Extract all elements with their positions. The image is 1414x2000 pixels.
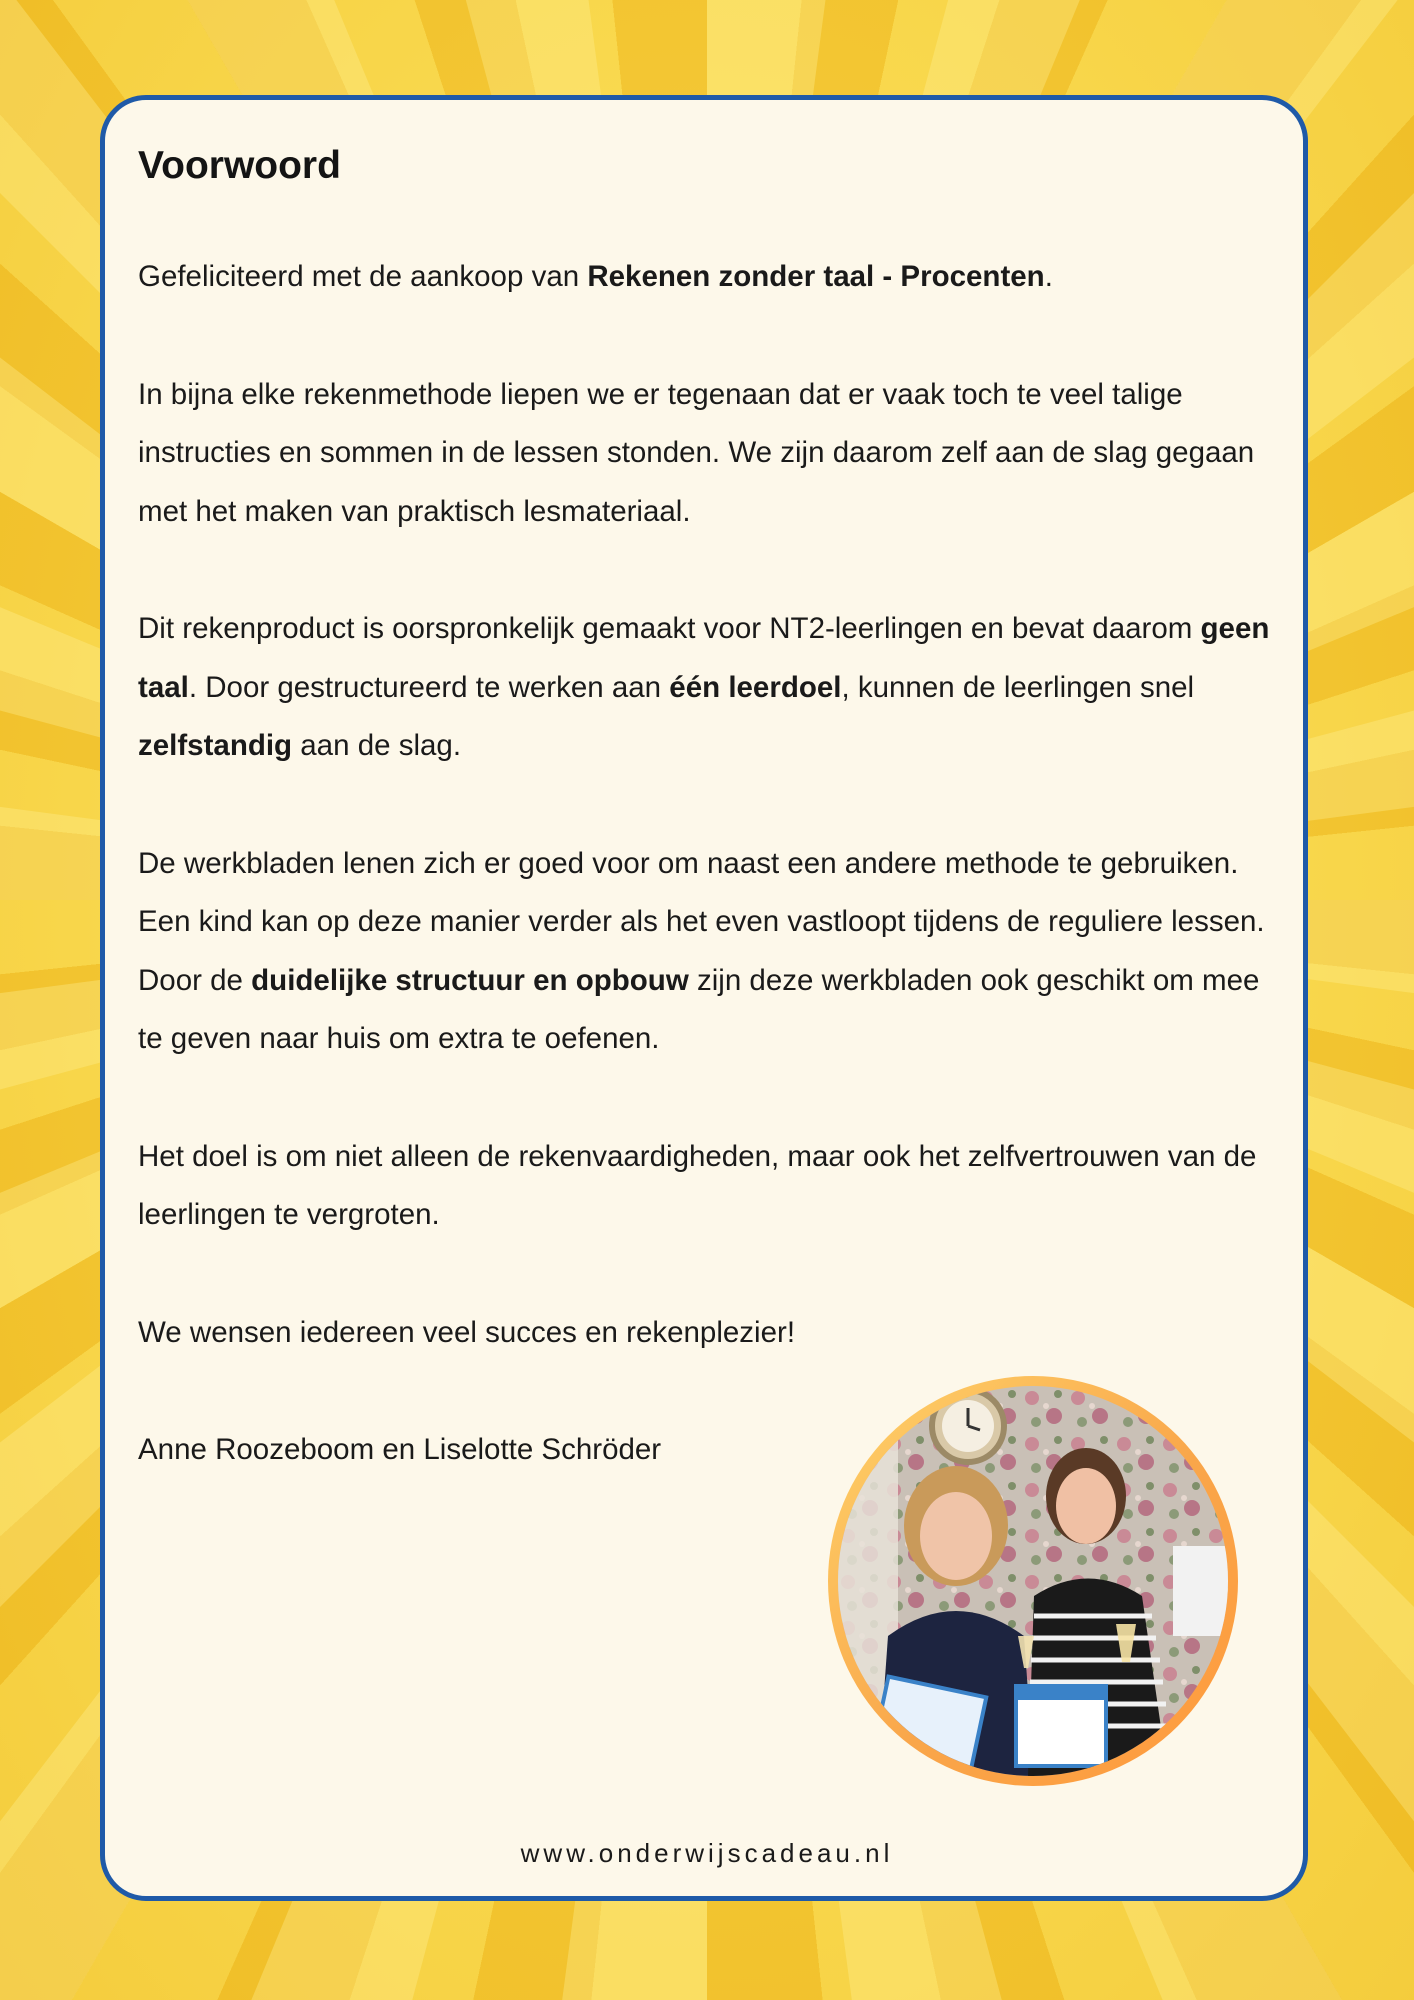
paragraph-text: . xyxy=(1044,260,1053,293)
paragraph-goal xyxy=(138,1128,1288,1245)
emphasis-text: duidelijke structuur en opbouw xyxy=(251,963,689,997)
paragraph-text: . Door gestructureerd te werken aan xyxy=(188,670,670,704)
paragraph-congratulations xyxy=(138,248,1288,307)
emphasis-text: geen taal xyxy=(138,612,1270,704)
emphasis-text: Rekenen zonder taal - Procenten xyxy=(587,260,1045,293)
paragraph-text: Gefeliciteerd met de aankoop van xyxy=(138,260,588,293)
paragraph-wishes xyxy=(138,1304,1288,1363)
paragraph-text: We wensen iedereen veel succes en rekenplezier! xyxy=(138,1315,796,1349)
paragraph-worksheets xyxy=(138,835,1288,1069)
page-title: Voorwoord xyxy=(138,144,341,187)
paragraph-text: aan de slag. xyxy=(292,729,462,762)
authors-photo-frame xyxy=(828,1376,1238,1786)
paragraph-motivation xyxy=(138,366,1288,542)
paragraph-text: Dit rekenproduct is oorspronkelijk gemaakt voor NT2-leerlingen en bevat daarom xyxy=(138,612,1201,645)
footer-website[interactable]: www.onderwijscadeau.nl xyxy=(520,1838,894,1868)
paragraph-text: Het doel is om niet alleen de rekenvaardigheden, maar ook het zelfvertrouwen van de leerlingen te vergroten. xyxy=(138,1139,1257,1231)
paragraph-text: , kunnen de leerlingen snel xyxy=(841,670,1195,704)
paragraph-product xyxy=(138,600,1288,776)
authors-photo xyxy=(838,1386,1228,1776)
author-signature: Anne Roozeboom en Liselotte Schröder xyxy=(138,1433,662,1466)
paragraph-text: zijn deze werkbladen ook geschikt om mee te geven naar huis om extra te oefenen. xyxy=(138,963,1260,1055)
paragraph-text: De werkbladen lenen zich er goed voor om naast een andere methode te gebruiken. Een kind kan op deze manier verder als het even vastloopt tijdens de reguliere lessen. Door de xyxy=(138,846,1265,997)
foreword-content xyxy=(138,136,1288,1480)
emphasis-text: één leerdoel xyxy=(669,670,842,704)
emphasis-text: zelfstandig xyxy=(138,729,293,762)
paragraph-text: In bijna elke rekenmethode liepen we er tegenaan dat er vaak toch te veel talige instructies en sommen in de lessen stonden. We zijn daarom zelf aan de slag gegaan met het maken van praktisch lesmateriaal. xyxy=(138,377,1255,528)
